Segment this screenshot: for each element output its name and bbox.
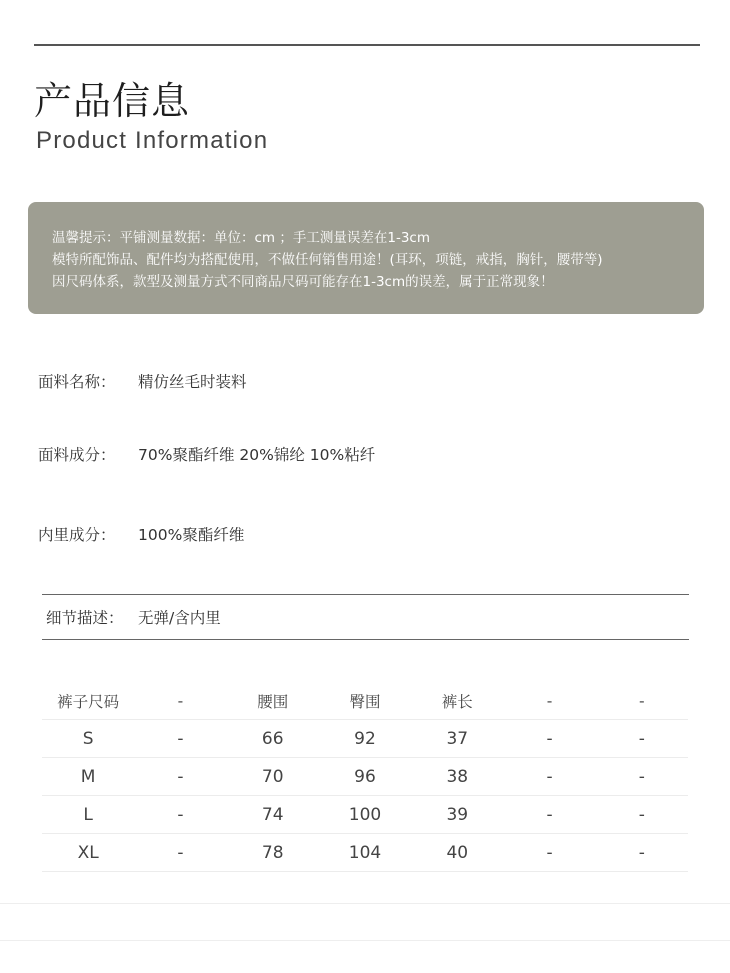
spec-label: 内里成分： [38, 526, 116, 544]
top-divider [34, 44, 700, 46]
table-cell: - [546, 804, 553, 825]
table-cell: M [80, 766, 96, 787]
table-cell: - [638, 804, 645, 825]
table-cell: - [177, 766, 184, 787]
table-cell: - [546, 842, 553, 863]
column-header: 裤子尺码 [57, 692, 120, 711]
table-header-row [42, 682, 688, 720]
spec-lining-composition [38, 523, 244, 545]
spec-label: 面料成分： [38, 446, 116, 464]
table-cell: 96 [354, 766, 376, 787]
table-row [42, 834, 688, 872]
table-cell: 92 [354, 728, 376, 749]
page-subtitle: Product Information [36, 127, 269, 154]
table-cell: 78 [261, 842, 284, 863]
column-header: - [546, 691, 553, 710]
detail-description [46, 606, 221, 628]
table-cell: 38 [446, 766, 469, 787]
column-header: 臀围 [349, 692, 381, 711]
column-header: 裤长 [441, 692, 473, 711]
table-row [42, 796, 688, 834]
table-cell: XL [77, 842, 99, 863]
table-cell: - [546, 728, 553, 749]
table-cell: - [546, 766, 553, 787]
table-cell: - [177, 804, 184, 825]
spec-value: 精仿丝毛时装料 [138, 373, 247, 391]
table-cell: 66 [261, 728, 284, 749]
column-header: 腰围 [257, 692, 289, 711]
table-cell: - [177, 728, 184, 749]
spec-value: 100%聚酯纤维 [138, 526, 245, 544]
table-cell: 39 [446, 804, 469, 825]
notice-line: 因尺码体系，款型及测量方式不同商品尺码可能存在1-3cm的误差，属于正常现象！ [52, 274, 554, 290]
spec-fabric-composition [38, 443, 375, 465]
column-header: - [177, 691, 184, 710]
notice-line: 模特所配饰品、配件均为搭配使用，不做任何销售用途！(耳环，项链，戒指，胸针，腰带等) [52, 252, 603, 268]
detail-bottom-divider [42, 639, 689, 640]
table-cell: 37 [446, 728, 469, 749]
spec-fabric-name [38, 370, 247, 392]
table-cell: 70 [261, 766, 284, 787]
notice-box [28, 202, 704, 314]
table-cell: 100 [348, 804, 382, 825]
spec-label: 面料名称： [38, 373, 116, 391]
table-cell: - [638, 842, 645, 863]
table-row [42, 720, 688, 758]
page-title: 产品信息 [34, 79, 191, 123]
footer-divider [0, 940, 730, 941]
size-table [42, 682, 688, 872]
table-row [42, 758, 688, 796]
detail-top-divider [42, 594, 689, 595]
column-header: - [639, 691, 645, 710]
table-cell: L [83, 804, 93, 825]
table-cell: - [177, 842, 184, 863]
table-cell: 104 [348, 842, 382, 863]
table-cell: - [638, 766, 645, 787]
detail-value: 无弹/含内里 [138, 609, 221, 627]
notice-line: 温馨提示：平铺测量数据：单位：cm ；手工测量误差在1-3cm [52, 230, 430, 246]
table-cell: - [638, 728, 645, 749]
footer-divider [0, 903, 730, 904]
spec-value: 70%聚酯纤维 20%锦纶 10%粘纤 [138, 446, 376, 464]
table-cell: 74 [261, 804, 284, 825]
table-cell: 40 [446, 842, 469, 863]
table-cell: S [82, 728, 94, 749]
detail-label: 细节描述： [46, 609, 124, 627]
